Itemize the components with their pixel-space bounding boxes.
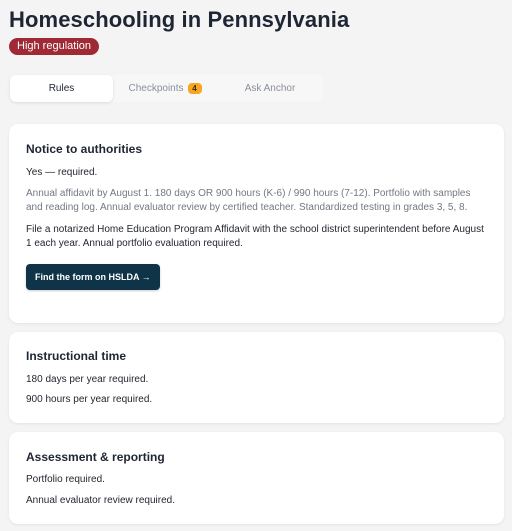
instructional-time-title: Instructional time — [26, 349, 127, 363]
tab-checkpoints[interactable] — [113, 75, 217, 102]
checkpoints-count-badge: 4 — [188, 83, 202, 94]
tab-rules-label: Rules — [48, 83, 75, 94]
notice-instructions: File a notarized Home Education Program Affidavit with the school district superintendent before August 1 each year. Annual portfolio evaluation required. — [26, 224, 484, 249]
notice-details: Annual affidavit by August 1. 180 days OR 900 hours (K-6) / 990 hours (7-12). Portfolio with samples and reading log. Annual evaluator review by certified teacher. Standardized testing in grades 3, 5, 8. — [26, 188, 471, 213]
instructional-days: 180 days per year required. — [26, 374, 149, 385]
assessment-portfolio: Portfolio required. — [26, 474, 105, 485]
assessment-evaluator: Annual evaluator review required. — [26, 495, 175, 506]
assessment-title: Assessment & reporting — [26, 450, 165, 464]
find-form-button[interactable]: Find the form on HSLDA → — [26, 264, 160, 290]
instructional-time-card — [9, 332, 504, 423]
assessment-card — [9, 432, 504, 524]
tab-ask-anchor-label: Ask Anchor — [244, 83, 296, 94]
instructional-hours: 900 hours per year required. — [26, 394, 153, 405]
tab-bar — [10, 75, 323, 102]
page-title: Homeschooling in Pennsylvania — [9, 7, 350, 32]
notice-status: Yes — required. — [26, 167, 98, 178]
tab-checkpoints-label: Checkpoints — [128, 83, 184, 94]
tab-rules[interactable] — [10, 75, 113, 102]
tab-ask-anchor[interactable] — [217, 75, 323, 102]
notice-card — [9, 124, 504, 323]
regulation-badge: High regulation — [9, 38, 99, 55]
notice-title: Notice to authorities — [26, 142, 143, 156]
